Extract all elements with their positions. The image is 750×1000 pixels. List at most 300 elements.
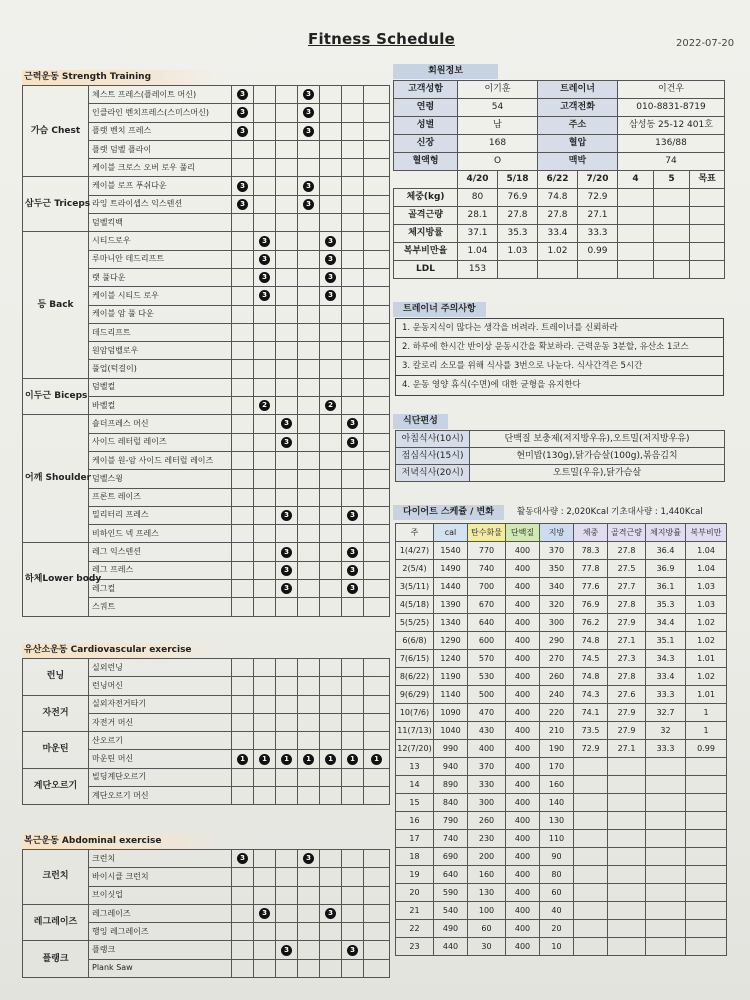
day-cell (298, 732, 320, 750)
day-cell (364, 232, 390, 250)
diet-row (396, 431, 725, 448)
measure-value (538, 261, 578, 279)
measure-row (394, 207, 725, 225)
day-cell (276, 232, 298, 250)
day-cell (364, 397, 390, 415)
day-cell (320, 323, 342, 341)
day-cell (298, 750, 320, 768)
day-cell (298, 140, 320, 158)
info-label: 고객성함 (394, 81, 458, 99)
day-cell (232, 787, 254, 805)
exercise-name: 레그 프레스 (89, 561, 232, 579)
exercise-row (23, 732, 390, 750)
day-cell (364, 177, 390, 195)
schedule-cell: 27.9 (608, 614, 646, 632)
schedule-cell: 10 (540, 938, 574, 956)
schedule-cell (574, 920, 608, 938)
day-cell (276, 433, 298, 451)
day-cell (232, 177, 254, 195)
day-cell (342, 159, 364, 177)
schedule-cell: 220 (540, 704, 574, 722)
day-cell (298, 787, 320, 805)
schedule-header: 복부비만 (686, 524, 727, 542)
day-cell (276, 195, 298, 213)
member-info-row (394, 153, 725, 171)
schedule-cell: 320 (540, 596, 574, 614)
day-cell (364, 768, 390, 786)
schedule-cell (646, 938, 686, 956)
set-count-marker: 3 (281, 945, 292, 956)
schedule-cell: 33.3 (646, 740, 686, 758)
schedule-row (396, 686, 727, 704)
exercise-name: 크런치 (89, 850, 232, 868)
day-cell (298, 177, 320, 195)
schedule-cell: 1 (686, 704, 727, 722)
day-cell (298, 543, 320, 561)
info-value: 남 (458, 117, 538, 135)
day-cell (342, 232, 364, 250)
day-cell (342, 923, 364, 941)
schedule-cell (574, 866, 608, 884)
set-count-marker: 1 (347, 754, 358, 765)
schedule-header: 주 (396, 524, 434, 542)
schedule-cell: 400 (506, 866, 540, 884)
measure-value: 72.9 (578, 189, 618, 207)
exercise-name: 케이블 크로스 오버 로우 풀리 (89, 159, 232, 177)
set-count-marker: 3 (281, 510, 292, 521)
day-cell (254, 232, 276, 250)
day-cell (276, 342, 298, 360)
schedule-cell: 1090 (434, 704, 468, 722)
day-cell (342, 959, 364, 977)
day-cell (320, 750, 342, 768)
day-cell (232, 250, 254, 268)
schedule-row (396, 758, 727, 776)
day-cell (232, 268, 254, 286)
schedule-cell: 1340 (434, 614, 468, 632)
exercise-name: 빌딩계단오르기 (89, 768, 232, 786)
schedule-row (396, 740, 727, 758)
schedule-cell: 400 (506, 614, 540, 632)
info-value: 74 (618, 153, 725, 171)
meal-time: 저녁식사(20시) (396, 465, 470, 482)
day-cell (342, 886, 364, 904)
exercise-name: 마운틴 머신 (89, 750, 232, 768)
day-cell (364, 451, 390, 469)
day-cell (342, 488, 364, 506)
day-cell (320, 305, 342, 323)
day-cell (232, 695, 254, 713)
day-cell (232, 287, 254, 305)
measure-header: 목표 (690, 171, 725, 189)
day-cell (298, 250, 320, 268)
exercise-name: 산오르기 (89, 732, 232, 750)
day-cell (254, 561, 276, 579)
day-cell (298, 695, 320, 713)
set-count-marker: 3 (325, 272, 336, 283)
day-cell (276, 659, 298, 677)
schedule-header: 체지방률 (646, 524, 686, 542)
day-cell (276, 941, 298, 959)
measure-header: 5 (654, 171, 690, 189)
day-cell (320, 941, 342, 959)
schedule-cell (686, 830, 727, 848)
info-label: 고객전화 (538, 99, 618, 117)
muscle-group-label: 어깨 Shoulder (23, 415, 89, 543)
trainer-note-item: 3. 칼로리 소모를 위해 식사를 3번으로 나눈다. 식사간격은 5시간 (396, 357, 723, 376)
day-cell (364, 713, 390, 731)
day-cell (232, 923, 254, 941)
day-cell (342, 470, 364, 488)
schedule-cell (608, 776, 646, 794)
schedule-cell: 170 (540, 758, 574, 776)
set-count-marker: 3 (347, 510, 358, 521)
day-cell (276, 904, 298, 922)
day-cell (364, 415, 390, 433)
schedule-cell: 400 (506, 794, 540, 812)
day-cell (364, 677, 390, 695)
schedule-cell (608, 920, 646, 938)
report-date: 2022-07-20 (676, 38, 735, 49)
day-cell (276, 397, 298, 415)
day-cell (342, 543, 364, 561)
schedule-cell (686, 902, 727, 920)
exercise-name: 체스트 프레스(플레이트 머신) (89, 86, 232, 104)
schedule-cell: 430 (468, 722, 506, 740)
day-cell (364, 506, 390, 524)
schedule-cell: 490 (434, 920, 468, 938)
schedule-cell: 36.4 (646, 542, 686, 560)
day-cell (254, 659, 276, 677)
schedule-cell: 6(6/8) (396, 632, 434, 650)
schedule-cell (686, 938, 727, 956)
measure-header: 4 (618, 171, 654, 189)
schedule-cell: 370 (468, 758, 506, 776)
day-cell (364, 433, 390, 451)
exercise-row (23, 86, 390, 104)
day-cell (342, 787, 364, 805)
day-cell (276, 561, 298, 579)
day-cell (342, 695, 364, 713)
schedule-cell: 500 (468, 686, 506, 704)
schedule-cell: 270 (540, 650, 574, 668)
day-cell (276, 305, 298, 323)
schedule-cell (646, 830, 686, 848)
exercise-name: 시티드로우 (89, 232, 232, 250)
day-cell (342, 732, 364, 750)
day-cell (276, 750, 298, 768)
schedule-cell: 400 (506, 776, 540, 794)
schedule-cell: 12(7/20) (396, 740, 434, 758)
schedule-cell: 400 (506, 542, 540, 560)
trainer-notes-label: 트레이너 주의사항 (393, 302, 486, 317)
meal-menu: 단백질 보충제(저지방우유),오트밀(저지방우유) (470, 431, 725, 448)
day-cell (320, 923, 342, 941)
schedule-cell: 940 (434, 758, 468, 776)
day-cell (298, 268, 320, 286)
schedule-row (396, 794, 727, 812)
day-cell (320, 177, 342, 195)
day-cell (320, 659, 342, 677)
schedule-cell: 300 (540, 614, 574, 632)
schedule-cell: 350 (540, 560, 574, 578)
schedule-cell: 690 (434, 848, 468, 866)
day-cell (342, 451, 364, 469)
day-cell (232, 580, 254, 598)
day-cell (232, 959, 254, 977)
schedule-cell (646, 920, 686, 938)
day-cell (320, 268, 342, 286)
schedule-row (396, 542, 727, 560)
muscle-group-label: 자전거 (23, 695, 89, 732)
day-cell (320, 598, 342, 616)
schedule-cell: 32.7 (646, 704, 686, 722)
day-cell (276, 470, 298, 488)
measure-value (498, 261, 538, 279)
schedule-cell: 370 (540, 542, 574, 560)
day-cell (298, 323, 320, 341)
member-info-row (394, 99, 725, 117)
schedule-cell: 1240 (434, 650, 468, 668)
schedule-cell: 1(4/27) (396, 542, 434, 560)
info-label: 연령 (394, 99, 458, 117)
exercise-row (23, 415, 390, 433)
day-cell (298, 677, 320, 695)
day-cell (254, 525, 276, 543)
day-cell (320, 525, 342, 543)
set-count-marker: 3 (325, 290, 336, 301)
trainer-note-item: 2. 하루에 한시간 반이상 운동시간을 확보하라. 근력운동 3분할, 유산소 1코스 (396, 338, 723, 357)
measure-value (654, 207, 690, 225)
schedule-cell: 400 (506, 740, 540, 758)
schedule-row (396, 884, 727, 902)
schedule-cell: 60 (468, 920, 506, 938)
schedule-cell: 74.1 (574, 704, 608, 722)
schedule-cell (608, 884, 646, 902)
schedule-cell: 22 (396, 920, 434, 938)
day-cell (232, 543, 254, 561)
day-cell (254, 543, 276, 561)
day-cell (320, 232, 342, 250)
day-cell (276, 268, 298, 286)
measure-header: 7/20 (578, 171, 618, 189)
day-cell (232, 342, 254, 360)
day-cell (320, 415, 342, 433)
schedule-cell (608, 848, 646, 866)
schedule-cell: 60 (540, 884, 574, 902)
schedule-cell: 35.3 (646, 596, 686, 614)
schedule-cell (646, 776, 686, 794)
info-label: 맥박 (538, 153, 618, 171)
exercise-name: 케이블 시티드 로우 (89, 287, 232, 305)
day-cell (254, 323, 276, 341)
schedule-cell: 27.7 (608, 578, 646, 596)
day-cell (254, 433, 276, 451)
day-cell (364, 850, 390, 868)
day-cell (364, 659, 390, 677)
set-count-marker: 3 (259, 908, 270, 919)
schedule-cell: 77.8 (574, 560, 608, 578)
exercise-row (23, 659, 390, 677)
schedule-cell: 1.02 (686, 668, 727, 686)
exercise-name: 플랫 덤벨 플라이 (89, 140, 232, 158)
info-value: 삼성동 25-12 401호 (618, 117, 725, 135)
measure-value (654, 189, 690, 207)
abs-table (22, 849, 390, 978)
day-cell (298, 433, 320, 451)
set-count-marker: 3 (303, 199, 314, 210)
exercise-name: 케이블 암 풀 다운 (89, 305, 232, 323)
day-cell (342, 713, 364, 731)
day-cell (276, 850, 298, 868)
measure-value (690, 261, 725, 279)
schedule-row (396, 650, 727, 668)
day-cell (364, 904, 390, 922)
day-cell (342, 904, 364, 922)
diet-schedule-label: 다이어트 스케쥴 / 변화 (393, 505, 504, 520)
day-cell (320, 433, 342, 451)
schedule-cell: 400 (506, 650, 540, 668)
day-cell (276, 323, 298, 341)
day-cell (320, 488, 342, 506)
schedule-cell: 34.4 (646, 614, 686, 632)
day-cell (342, 342, 364, 360)
measure-value (618, 189, 654, 207)
schedule-cell: 73.5 (574, 722, 608, 740)
schedule-cell: 1390 (434, 596, 468, 614)
schedule-cell: 32 (646, 722, 686, 740)
schedule-cell: 640 (434, 866, 468, 884)
day-cell (276, 713, 298, 731)
day-cell (298, 488, 320, 506)
day-cell (364, 543, 390, 561)
day-cell (276, 122, 298, 140)
schedule-cell (574, 794, 608, 812)
day-cell (298, 104, 320, 122)
schedule-cell: 78.3 (574, 542, 608, 560)
exercise-row (23, 378, 390, 396)
day-cell (254, 451, 276, 469)
day-cell (276, 923, 298, 941)
day-cell (320, 886, 342, 904)
measure-header: 5/18 (498, 171, 538, 189)
measure-row (394, 261, 725, 279)
schedule-cell: 27.5 (608, 560, 646, 578)
day-cell (320, 470, 342, 488)
schedule-row (396, 848, 727, 866)
measure-value: 1.03 (498, 243, 538, 261)
day-cell (232, 323, 254, 341)
schedule-cell (574, 830, 608, 848)
info-label: 혈압 (538, 135, 618, 153)
schedule-cell: 200 (468, 848, 506, 866)
schedule-cell: 11(7/13) (396, 722, 434, 740)
muscle-group-label: 계단오르기 (23, 768, 89, 805)
day-cell (232, 732, 254, 750)
schedule-cell: 16 (396, 812, 434, 830)
day-cell (254, 470, 276, 488)
measure-value: 80 (458, 189, 498, 207)
day-cell (298, 713, 320, 731)
set-count-marker: 3 (303, 107, 314, 118)
member-info-table (393, 80, 725, 279)
measure-row (394, 243, 725, 261)
schedule-cell: 470 (468, 704, 506, 722)
schedule-row (396, 938, 727, 956)
day-cell (342, 140, 364, 158)
set-count-marker: 3 (237, 853, 248, 864)
schedule-cell: 1.03 (686, 596, 727, 614)
day-cell (342, 433, 364, 451)
day-cell (364, 323, 390, 341)
measure-label: 복부비만율 (394, 243, 458, 261)
day-cell (364, 923, 390, 941)
set-count-marker: 3 (237, 199, 248, 210)
schedule-cell: 130 (540, 812, 574, 830)
measure-value (654, 243, 690, 261)
schedule-cell: 400 (506, 722, 540, 740)
day-cell (342, 86, 364, 104)
schedule-cell: 33.4 (646, 668, 686, 686)
day-cell (364, 342, 390, 360)
day-cell (254, 214, 276, 232)
strength-table (22, 85, 390, 617)
day-cell (254, 488, 276, 506)
day-cell (254, 850, 276, 868)
day-cell (232, 232, 254, 250)
measure-value: 27.8 (538, 207, 578, 225)
day-cell (276, 104, 298, 122)
member-info-row (394, 117, 725, 135)
day-cell (232, 195, 254, 213)
schedule-cell: 74.8 (574, 632, 608, 650)
schedule-cell: 15 (396, 794, 434, 812)
set-count-marker: 1 (281, 754, 292, 765)
schedule-cell: 27.9 (608, 722, 646, 740)
set-count-marker: 2 (259, 400, 270, 411)
set-count-marker: 3 (303, 126, 314, 137)
day-cell (342, 580, 364, 598)
day-cell (232, 506, 254, 524)
day-cell (320, 195, 342, 213)
abs-section-header: 복근운동 Abdominal exercise (22, 834, 222, 849)
exercise-name: 케이블 원-암 사이드 레터럴 레이즈 (89, 451, 232, 469)
measure-value: 33.3 (578, 225, 618, 243)
schedule-cell: 27.8 (608, 668, 646, 686)
day-cell (232, 451, 254, 469)
day-cell (298, 868, 320, 886)
set-count-marker: 3 (303, 181, 314, 192)
exercise-name: Plank Saw (89, 959, 232, 977)
meal-time: 아침식사(10시) (396, 431, 470, 448)
schedule-cell: 400 (506, 920, 540, 938)
day-cell (298, 598, 320, 616)
day-cell (320, 159, 342, 177)
day-cell (364, 305, 390, 323)
schedule-cell: 400 (506, 686, 540, 704)
measure-value: 37.1 (458, 225, 498, 243)
day-cell (254, 506, 276, 524)
exercise-row (23, 850, 390, 868)
exercise-row (23, 543, 390, 561)
set-count-marker: 3 (347, 418, 358, 429)
set-count-marker: 1 (259, 754, 270, 765)
schedule-cell: 27.6 (608, 686, 646, 704)
day-cell (254, 86, 276, 104)
schedule-cell: 840 (434, 794, 468, 812)
schedule-cell: 400 (506, 758, 540, 776)
day-cell (342, 561, 364, 579)
